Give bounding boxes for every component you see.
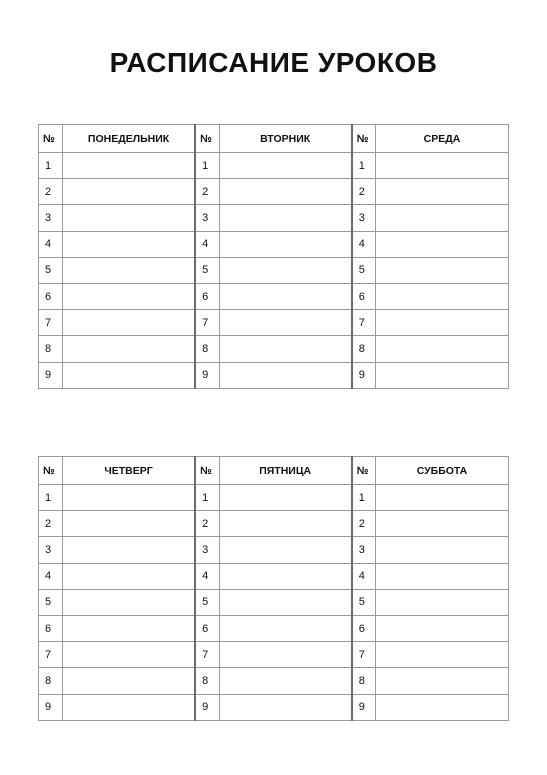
lesson-number-cell: 3 xyxy=(352,537,376,563)
lesson-number-cell: 6 xyxy=(39,615,63,641)
day-header-tuesday: ВТОРНИК xyxy=(219,125,352,153)
lesson-number-cell: 6 xyxy=(195,283,219,309)
day-header-friday: ПЯТНИЦА xyxy=(219,457,352,485)
day-header-monday: ПОНЕДЕЛЬНИК xyxy=(63,125,196,153)
schedule-table-thu-sat xyxy=(38,456,509,721)
subject-cell[interactable] xyxy=(219,153,352,179)
subject-cell[interactable] xyxy=(219,257,352,283)
schedule-table-mon-wed xyxy=(38,124,509,389)
subject-cell[interactable] xyxy=(63,563,196,589)
lesson-number-cell: 7 xyxy=(39,310,63,336)
lesson-number-cell: 4 xyxy=(39,231,63,257)
lesson-number-cell: 3 xyxy=(352,205,376,231)
subject-cell[interactable] xyxy=(376,589,509,615)
subject-cell[interactable] xyxy=(219,537,352,563)
lesson-number-cell: 2 xyxy=(195,179,219,205)
lesson-number-cell: 4 xyxy=(352,563,376,589)
subject-cell[interactable] xyxy=(376,694,509,720)
subject-cell[interactable] xyxy=(376,537,509,563)
subject-cell[interactable] xyxy=(63,231,196,257)
subject-cell[interactable] xyxy=(219,179,352,205)
lesson-number-cell: 3 xyxy=(195,205,219,231)
subject-cell[interactable] xyxy=(219,310,352,336)
lesson-number-cell: 8 xyxy=(39,668,63,694)
subject-cell[interactable] xyxy=(219,231,352,257)
lesson-number-cell: 2 xyxy=(352,179,376,205)
subject-cell[interactable] xyxy=(219,283,352,309)
subject-cell[interactable] xyxy=(63,153,196,179)
table-row xyxy=(39,694,509,720)
subject-cell[interactable] xyxy=(63,589,196,615)
lesson-number-cell: 1 xyxy=(195,153,219,179)
lesson-number-cell: 5 xyxy=(195,257,219,283)
subject-cell[interactable] xyxy=(63,310,196,336)
table-row xyxy=(39,283,509,309)
subject-cell[interactable] xyxy=(219,336,352,362)
subject-cell[interactable] xyxy=(219,362,352,388)
subject-cell[interactable] xyxy=(376,668,509,694)
lesson-number-cell: 2 xyxy=(195,511,219,537)
lesson-number-cell: 6 xyxy=(39,283,63,309)
lesson-number-cell: 7 xyxy=(352,642,376,668)
table-header-row xyxy=(39,125,509,153)
subject-cell[interactable] xyxy=(376,283,509,309)
lesson-number-cell: 8 xyxy=(39,336,63,362)
lesson-number-cell: 4 xyxy=(195,563,219,589)
lesson-number-cell: 7 xyxy=(39,642,63,668)
lesson-number-cell: 3 xyxy=(195,537,219,563)
subject-cell[interactable] xyxy=(63,642,196,668)
lesson-number-cell: 1 xyxy=(39,153,63,179)
table-row xyxy=(39,668,509,694)
lesson-number-cell: 5 xyxy=(195,589,219,615)
lesson-number-cell: 5 xyxy=(39,257,63,283)
table-row xyxy=(39,362,509,388)
lesson-number-cell: 5 xyxy=(352,589,376,615)
subject-cell[interactable] xyxy=(376,153,509,179)
lesson-number-cell: 7 xyxy=(352,310,376,336)
table-row xyxy=(39,153,509,179)
number-column-header: № xyxy=(39,457,63,485)
lesson-number-cell: 4 xyxy=(195,231,219,257)
lesson-number-cell: 1 xyxy=(39,485,63,511)
subject-cell[interactable] xyxy=(376,642,509,668)
table-row xyxy=(39,336,509,362)
subject-cell[interactable] xyxy=(376,511,509,537)
lesson-number-cell: 4 xyxy=(39,563,63,589)
day-header-wednesday: СРЕДА xyxy=(376,125,509,153)
lesson-number-cell: 2 xyxy=(39,511,63,537)
subject-cell[interactable] xyxy=(63,362,196,388)
subject-cell[interactable] xyxy=(219,511,352,537)
subject-cell[interactable] xyxy=(376,179,509,205)
lesson-number-cell: 1 xyxy=(352,153,376,179)
lesson-number-cell: 6 xyxy=(352,283,376,309)
table-row xyxy=(39,537,509,563)
lesson-number-cell: 5 xyxy=(39,589,63,615)
table-row xyxy=(39,231,509,257)
lesson-number-cell: 9 xyxy=(195,362,219,388)
subject-cell[interactable] xyxy=(219,563,352,589)
subject-cell[interactable] xyxy=(376,257,509,283)
subject-cell[interactable] xyxy=(376,485,509,511)
subject-cell[interactable] xyxy=(219,642,352,668)
table-row xyxy=(39,310,509,336)
table-header-row xyxy=(39,457,509,485)
number-column-header: № xyxy=(39,125,63,153)
table-row xyxy=(39,257,509,283)
table-row xyxy=(39,642,509,668)
subject-cell[interactable] xyxy=(219,668,352,694)
subject-cell[interactable] xyxy=(63,205,196,231)
subject-cell[interactable] xyxy=(63,537,196,563)
subject-cell[interactable] xyxy=(376,336,509,362)
table-row xyxy=(39,205,509,231)
lesson-number-cell: 9 xyxy=(39,694,63,720)
lesson-number-cell: 7 xyxy=(195,310,219,336)
lesson-number-cell: 7 xyxy=(195,642,219,668)
lesson-number-cell: 9 xyxy=(352,694,376,720)
lesson-number-cell: 2 xyxy=(352,511,376,537)
subject-cell[interactable] xyxy=(63,511,196,537)
table-row xyxy=(39,485,509,511)
table-row xyxy=(39,511,509,537)
subject-cell[interactable] xyxy=(376,615,509,641)
lesson-number-cell: 1 xyxy=(352,485,376,511)
subject-cell[interactable] xyxy=(376,205,509,231)
lesson-number-cell: 3 xyxy=(39,205,63,231)
lesson-number-cell: 4 xyxy=(352,231,376,257)
lesson-number-cell: 6 xyxy=(195,615,219,641)
subject-cell[interactable] xyxy=(63,336,196,362)
subject-cell[interactable] xyxy=(219,485,352,511)
lesson-number-cell: 9 xyxy=(39,362,63,388)
lesson-number-cell: 8 xyxy=(352,668,376,694)
subject-cell[interactable] xyxy=(63,668,196,694)
lesson-number-cell: 9 xyxy=(352,362,376,388)
subject-cell[interactable] xyxy=(63,615,196,641)
lesson-rows xyxy=(39,485,509,721)
subject-cell[interactable] xyxy=(219,615,352,641)
day-header-thursday: ЧЕТВЕРГ xyxy=(63,457,196,485)
lesson-rows xyxy=(39,153,509,389)
lesson-number-cell: 6 xyxy=(352,615,376,641)
subject-cell[interactable] xyxy=(219,205,352,231)
table-row xyxy=(39,589,509,615)
subject-cell[interactable] xyxy=(376,362,509,388)
lesson-number-cell: 2 xyxy=(39,179,63,205)
subject-cell[interactable] xyxy=(219,589,352,615)
lesson-number-cell: 1 xyxy=(195,485,219,511)
lesson-number-cell: 8 xyxy=(352,336,376,362)
subject-cell[interactable] xyxy=(63,694,196,720)
lesson-number-cell: 8 xyxy=(195,336,219,362)
subject-cell[interactable] xyxy=(63,257,196,283)
lesson-number-cell: 5 xyxy=(352,257,376,283)
table-row xyxy=(39,615,509,641)
subject-cell[interactable] xyxy=(63,485,196,511)
table-row xyxy=(39,563,509,589)
number-column-header: № xyxy=(352,125,376,153)
lesson-number-cell: 8 xyxy=(195,668,219,694)
page-title: РАСПИСАНИЕ УРОКОВ xyxy=(109,47,438,78)
number-column-header: № xyxy=(352,457,376,485)
subject-cell[interactable] xyxy=(63,179,196,205)
lesson-number-cell: 3 xyxy=(39,537,63,563)
number-column-header: № xyxy=(195,457,219,485)
subject-cell[interactable] xyxy=(219,694,352,720)
subject-cell[interactable] xyxy=(63,283,196,309)
number-column-header: № xyxy=(195,125,219,153)
subject-cell[interactable] xyxy=(376,231,509,257)
subject-cell[interactable] xyxy=(376,563,509,589)
lesson-number-cell: 9 xyxy=(195,694,219,720)
subject-cell[interactable] xyxy=(376,310,509,336)
day-header-saturday: СУББОТА xyxy=(376,457,509,485)
table-row xyxy=(39,179,509,205)
